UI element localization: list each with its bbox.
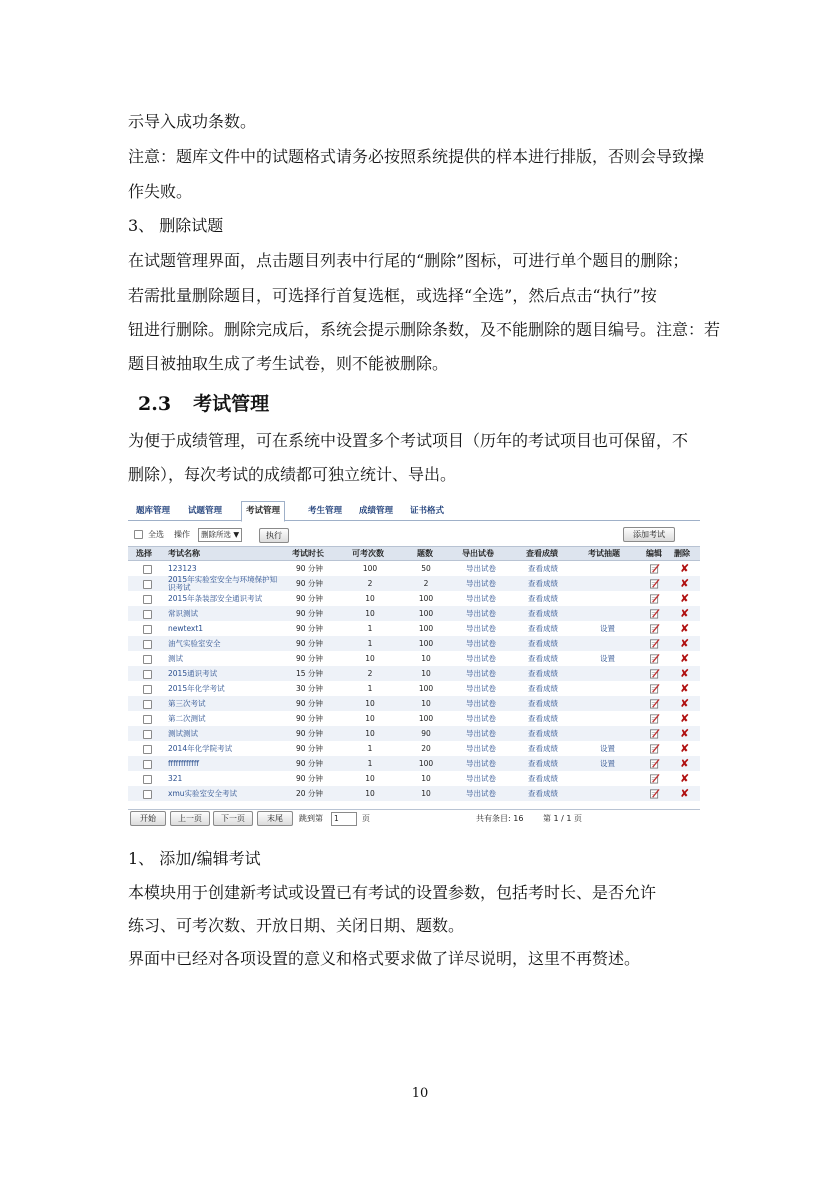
- exam-attempts: 1: [367, 759, 373, 768]
- question-count: 10: [421, 654, 431, 663]
- export-paper-link[interactable]: 导出试卷: [466, 654, 496, 663]
- exam-attempts: 10: [365, 609, 375, 618]
- table-row: [128, 666, 700, 681]
- export-paper-link[interactable]: 导出试卷: [466, 579, 496, 588]
- page-info: 第 1 / 1 页: [543, 814, 583, 823]
- edit-icon[interactable]: [649, 758, 660, 769]
- exam-duration: 90 分钟: [296, 639, 323, 648]
- tab-candidate-management[interactable]: 考生管理: [308, 506, 343, 516]
- goto-label: 跳到第: [299, 814, 323, 823]
- row-checkbox[interactable]: [143, 745, 152, 754]
- delete-icon[interactable]: ✘: [680, 637, 690, 650]
- delete-icon[interactable]: ✘: [680, 772, 690, 785]
- edit-icon[interactable]: [649, 623, 660, 634]
- tab-question-bank[interactable]: 题库管理: [136, 506, 171, 516]
- table-row: [128, 786, 700, 801]
- pagination: [128, 809, 700, 826]
- tab-certificate-format[interactable]: 证书格式: [410, 506, 445, 516]
- question-count: 2: [423, 579, 429, 588]
- paragraph: 注意：题库文件中的试题格式请务必按照系统提供的样本进行排版，否则会导致操: [128, 147, 705, 166]
- section-heading: [138, 389, 269, 416]
- page-number: 10: [411, 1086, 429, 1101]
- exam-duration: 90 分钟: [296, 564, 323, 573]
- column-header: 题数: [417, 549, 433, 558]
- delete-icon[interactable]: ✘: [680, 667, 690, 680]
- question-count: 50: [421, 564, 431, 573]
- edit-icon[interactable]: [649, 713, 660, 724]
- question-count: 100: [418, 714, 434, 723]
- question-count: 100: [418, 684, 434, 693]
- edit-icon[interactable]: [649, 788, 660, 799]
- delete-icon[interactable]: ✘: [680, 727, 690, 740]
- exam-duration: 90 分钟: [296, 774, 323, 783]
- view-scores-link[interactable]: 查看成绩: [528, 654, 558, 663]
- export-paper-link[interactable]: 导出试卷: [466, 684, 496, 693]
- draw-settings-link[interactable]: 设置: [600, 759, 615, 768]
- total-entries: 共有条目: 16: [476, 814, 524, 823]
- exam-duration: 90 分钟: [296, 714, 323, 723]
- exam-attempts: 1: [367, 639, 373, 648]
- execute-button[interactable]: 执行: [259, 528, 289, 543]
- page-unit-label: 页: [362, 814, 370, 823]
- subheading: 3、 删除试题: [128, 216, 224, 235]
- exam-duration: 90 分钟: [296, 609, 323, 618]
- row-checkbox[interactable]: [143, 640, 152, 649]
- edit-icon[interactable]: [649, 653, 660, 664]
- exam-attempts: 10: [365, 774, 375, 783]
- next-page-button[interactable]: 下一页: [213, 811, 253, 826]
- export-paper-link[interactable]: 导出试卷: [466, 564, 496, 573]
- column-header: 可考次数: [352, 549, 384, 558]
- exam-name[interactable]: 2015通识考试: [168, 669, 218, 678]
- delete-icon[interactable]: ✘: [680, 757, 690, 770]
- view-scores-link[interactable]: 查看成绩: [528, 624, 558, 633]
- draw-settings-link[interactable]: 设置: [600, 744, 615, 753]
- question-count: 10: [421, 669, 431, 678]
- row-checkbox[interactable]: [143, 565, 152, 574]
- section-number: 2.3: [138, 393, 172, 415]
- row-checkbox[interactable]: [143, 790, 152, 799]
- question-count: 90: [421, 729, 431, 738]
- table-row: [128, 636, 700, 651]
- question-count: 100: [418, 609, 434, 618]
- table-row: [128, 591, 700, 606]
- exam-duration: 30 分钟: [296, 684, 323, 693]
- delete-icon[interactable]: ✘: [680, 622, 690, 635]
- exam-management-screenshot: [128, 499, 700, 828]
- exam-name[interactable]: 321: [168, 774, 183, 783]
- exam-table-body: [128, 561, 700, 801]
- exam-duration: 90 分钟: [296, 654, 323, 663]
- view-scores-link[interactable]: 查看成绩: [528, 579, 558, 588]
- exam-name[interactable]: 2015年化学考试: [168, 684, 225, 693]
- select-all-label: 全选: [148, 530, 164, 539]
- export-paper-link[interactable]: 导出试卷: [466, 699, 496, 708]
- paragraph: 示导入成功条数。: [128, 112, 257, 131]
- exam-name[interactable]: 2015年条装部安全通识考试: [168, 594, 263, 603]
- edit-icon[interactable]: [649, 728, 660, 739]
- delete-icon[interactable]: ✘: [680, 562, 690, 575]
- exam-attempts: 1: [367, 684, 373, 693]
- delete-icon[interactable]: ✘: [680, 787, 690, 800]
- exam-attempts: 10: [365, 789, 375, 798]
- exam-attempts: 10: [365, 699, 375, 708]
- question-count: 100: [418, 639, 434, 648]
- exam-attempts: 1: [367, 624, 373, 633]
- export-paper-link[interactable]: 导出试卷: [466, 789, 496, 798]
- paragraph: 界面中已经对各项设置的意义和格式要求做了详尽说明，这里不再赘述。: [128, 949, 641, 968]
- exam-duration: 90 分钟: [296, 759, 323, 768]
- column-header: 导出试卷: [462, 549, 494, 558]
- view-scores-link[interactable]: 查看成绩: [528, 744, 558, 753]
- view-scores-link[interactable]: 查看成绩: [528, 729, 558, 738]
- exam-duration: 90 分钟: [296, 699, 323, 708]
- section-title: 考试管理: [193, 393, 270, 415]
- edit-icon[interactable]: [649, 683, 660, 694]
- view-scores-link[interactable]: 查看成绩: [528, 594, 558, 603]
- edit-icon[interactable]: [649, 563, 660, 574]
- view-scores-link[interactable]: 查看成绩: [528, 714, 558, 723]
- export-paper-link[interactable]: 导出试卷: [466, 594, 496, 603]
- table-row: [128, 726, 700, 741]
- exam-duration: 90 分钟: [296, 579, 323, 588]
- delete-icon[interactable]: ✘: [680, 577, 690, 590]
- delete-icon[interactable]: ✘: [680, 682, 690, 695]
- paragraph: 本模块用于创建新考试或设置已有考试的设置参数，包括考时长、是否允许: [128, 883, 657, 902]
- exam-name[interactable]: 第二次测试: [168, 714, 206, 723]
- first-page-button[interactable]: 开始: [130, 811, 166, 826]
- exam-name[interactable]: 油气实验室安全: [168, 639, 221, 648]
- row-checkbox[interactable]: [143, 670, 152, 679]
- prev-page-button[interactable]: 上一页: [170, 811, 210, 826]
- exam-duration: 90 分钟: [296, 744, 323, 753]
- export-paper-link[interactable]: 导出试卷: [466, 624, 496, 633]
- table-row: [128, 651, 700, 666]
- paragraph: 练习、可考次数、开放日期、关闭日期、题数。: [128, 916, 465, 935]
- table-row: [128, 741, 700, 756]
- row-checkbox[interactable]: [143, 685, 152, 694]
- row-checkbox[interactable]: [143, 715, 152, 724]
- paragraph: 作失败。: [128, 182, 193, 201]
- view-scores-link[interactable]: 查看成绩: [528, 699, 558, 708]
- exam-name[interactable]: 2014年化学院考试: [168, 744, 233, 753]
- question-count: 10: [421, 699, 431, 708]
- exam-name[interactable]: 123123: [168, 564, 197, 573]
- export-paper-link[interactable]: 导出试卷: [466, 714, 496, 723]
- table-row: [128, 561, 700, 576]
- edit-icon[interactable]: [649, 773, 660, 784]
- row-checkbox[interactable]: [143, 730, 152, 739]
- exam-duration: 90 分钟: [296, 594, 323, 603]
- row-checkbox[interactable]: [143, 700, 152, 709]
- export-paper-link[interactable]: 导出试卷: [466, 729, 496, 738]
- exam-attempts: 2: [367, 669, 373, 678]
- select-all-checkbox[interactable]: [134, 530, 143, 539]
- export-paper-link[interactable]: 导出试卷: [466, 759, 496, 768]
- edit-icon[interactable]: [649, 743, 660, 754]
- action-select[interactable]: 删除所选 ▼: [198, 528, 242, 542]
- edit-icon[interactable]: [649, 638, 660, 649]
- tab-exam-management[interactable]: 考试管理: [241, 501, 285, 522]
- view-scores-link[interactable]: 查看成绩: [528, 759, 558, 768]
- exam-name[interactable]: 测试测试: [168, 729, 198, 738]
- row-checkbox[interactable]: [143, 595, 152, 604]
- column-header: 考试时长: [292, 549, 324, 558]
- column-header: 考试抽题: [588, 549, 620, 558]
- view-scores-link[interactable]: 查看成绩: [528, 564, 558, 573]
- row-checkbox[interactable]: [143, 655, 152, 664]
- edit-icon[interactable]: [649, 578, 660, 589]
- exam-name[interactable]: xmu实验室安全考试: [168, 789, 237, 798]
- question-count: 100: [418, 624, 434, 633]
- delete-icon[interactable]: ✘: [680, 697, 690, 710]
- paragraph: 删除），每次考试的成绩都可独立统计、导出。: [128, 465, 457, 484]
- export-paper-link[interactable]: 导出试卷: [466, 669, 496, 678]
- view-scores-link[interactable]: 查看成绩: [528, 789, 558, 798]
- edit-icon[interactable]: [649, 698, 660, 709]
- row-checkbox[interactable]: [143, 610, 152, 619]
- table-header: [128, 546, 700, 561]
- question-count: 100: [418, 594, 434, 603]
- column-header: 选择: [136, 549, 152, 558]
- exam-attempts: 10: [365, 654, 375, 663]
- table-row: [128, 696, 700, 711]
- delete-icon[interactable]: ✘: [680, 652, 690, 665]
- view-scores-link[interactable]: 查看成绩: [528, 639, 558, 648]
- draw-settings-link[interactable]: 设置: [600, 624, 615, 633]
- tab-bar: [128, 499, 700, 521]
- add-exam-button[interactable]: 添加考试: [623, 527, 675, 542]
- exam-attempts: 10: [365, 714, 375, 723]
- question-count: 10: [421, 789, 431, 798]
- subheading: 1、 添加/编辑考试: [128, 849, 261, 868]
- exam-name[interactable]: 第三次考试: [168, 699, 206, 708]
- table-row: [128, 681, 700, 696]
- column-header: 考试名称: [168, 549, 200, 558]
- page-number-input[interactable]: 1: [331, 812, 357, 826]
- edit-icon[interactable]: [649, 593, 660, 604]
- column-header: 查看成绩: [526, 549, 558, 558]
- paragraph: 为便于成绩管理，可在系统中设置多个考试项目（历年的考试项目也可保留，不: [128, 431, 689, 450]
- delete-icon[interactable]: ✘: [680, 607, 690, 620]
- delete-icon[interactable]: ✘: [680, 592, 690, 605]
- toolbar: [128, 525, 700, 544]
- paragraph: 若需批量删除题目，可选择行首复选框，或选择“全选”，然后点击“执行”按: [128, 286, 657, 305]
- exam-name[interactable]: ffffffffffff: [168, 759, 200, 768]
- export-paper-link[interactable]: 导出试卷: [466, 774, 496, 783]
- table-row: [128, 576, 700, 591]
- row-checkbox[interactable]: [143, 760, 152, 769]
- row-checkbox[interactable]: [143, 775, 152, 784]
- exam-name[interactable]: newtext1: [168, 624, 204, 633]
- exam-attempts: 10: [365, 594, 375, 603]
- export-paper-link[interactable]: 导出试卷: [466, 639, 496, 648]
- view-scores-link[interactable]: 查看成绩: [528, 609, 558, 618]
- delete-icon[interactable]: ✘: [680, 742, 690, 755]
- exam-name[interactable]: 2015年实验室安全与环境保护知识考试: [168, 575, 278, 592]
- question-count: 100: [418, 759, 434, 768]
- exam-duration: 90 分钟: [296, 624, 323, 633]
- exam-name[interactable]: 常识测试: [168, 609, 198, 618]
- exam-attempts: 2: [367, 579, 373, 588]
- table-row: [128, 606, 700, 621]
- question-count: 10: [421, 774, 431, 783]
- draw-settings-link[interactable]: 设置: [600, 654, 615, 663]
- row-checkbox[interactable]: [143, 625, 152, 634]
- exam-name[interactable]: 测试: [168, 654, 183, 663]
- edit-icon[interactable]: [649, 608, 660, 619]
- operation-label: 操作: [174, 530, 190, 539]
- paragraph: 钮进行删除。删除完成后，系统会提示删除条数，及不能删除的题目编号。注意：若: [128, 320, 721, 339]
- exam-duration: 15 分钟: [296, 669, 323, 678]
- paragraph: 在试题管理界面，点击题目列表中行尾的“删除”图标，可进行单个题目的删除；: [128, 251, 689, 270]
- exam-attempts: 1: [367, 744, 373, 753]
- question-count: 20: [421, 744, 431, 753]
- exam-attempts: 100: [362, 564, 378, 573]
- edit-icon[interactable]: [649, 668, 660, 679]
- table-row: [128, 771, 700, 786]
- table-row: [128, 621, 700, 636]
- exam-attempts: 10: [365, 729, 375, 738]
- delete-icon[interactable]: ✘: [680, 712, 690, 725]
- export-paper-link[interactable]: 导出试卷: [466, 744, 496, 753]
- export-paper-link[interactable]: 导出试卷: [466, 609, 496, 618]
- last-page-button[interactable]: 末尾: [257, 811, 293, 826]
- view-scores-link[interactable]: 查看成绩: [528, 684, 558, 693]
- view-scores-link[interactable]: 查看成绩: [528, 774, 558, 783]
- exam-duration: 90 分钟: [296, 729, 323, 738]
- table-row: [128, 756, 700, 771]
- row-checkbox[interactable]: [143, 580, 152, 589]
- view-scores-link[interactable]: 查看成绩: [528, 669, 558, 678]
- column-header: 删除: [674, 549, 690, 558]
- exam-duration: 20 分钟: [296, 789, 323, 798]
- tab-question-management[interactable]: 试题管理: [188, 506, 223, 516]
- column-header: 编辑: [646, 549, 662, 558]
- table-row: [128, 711, 700, 726]
- paragraph: 题目被抽取生成了考生试卷，则不能被删除。: [128, 354, 449, 373]
- tab-score-management[interactable]: 成绩管理: [359, 506, 394, 516]
